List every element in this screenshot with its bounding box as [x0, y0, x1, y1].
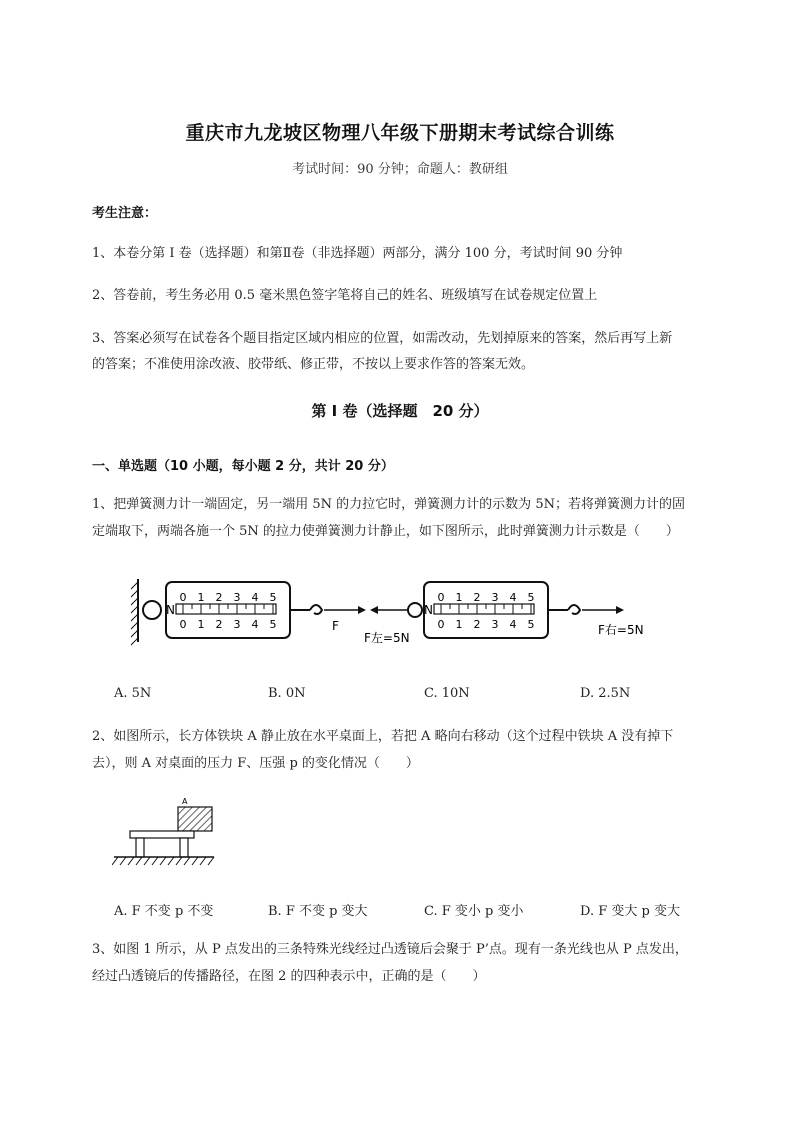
section-title: 第 I 卷（选择题 20 分） — [311, 402, 489, 420]
notice-item: 的答案；不准使用涂改液、胶带纸、修正带，不按以上要求作答的答案无效。 — [92, 357, 535, 372]
scale-tick-label: 1 — [197, 618, 205, 631]
scale-tick-label: 3 — [233, 618, 241, 631]
scale-tick-label: 4 — [251, 591, 259, 604]
question-3-line: 经过凸透镜后的传播路径，在图 2 的四种表示中，正确的是（ ） — [92, 969, 486, 984]
scale-tick-label: 4 — [509, 618, 517, 631]
scale-tick-label: 4 — [509, 591, 517, 604]
scale-n-label: N — [424, 603, 433, 617]
scale-tick-label: 3 — [233, 591, 241, 604]
scale-tick-label: 1 — [455, 618, 463, 631]
exam-info: 考试时间：90 分钟；命题人：教研组 — [292, 162, 508, 177]
notice-item: 1、本卷分第 I 卷（选择题）和第Ⅱ卷（非选择题）两部分，满分 100 分，考试时间 90 分钟 — [92, 246, 623, 261]
notice-item: 2、答卷前，考生务必用 0.5 毫米黑色签字笔将自己的姓名、班级填写在试卷规定位置上 — [92, 288, 598, 303]
scale-tick-label: 1 — [455, 591, 463, 604]
scale-tick-label: 2 — [215, 591, 223, 604]
force-left-label: F左=5N — [364, 631, 410, 645]
scale-tick-label: 0 — [179, 591, 187, 604]
option-d[interactable]: D. F 变大 p 变大 — [580, 904, 680, 919]
scale-tick-label: 0 — [437, 618, 445, 631]
scale-tick-label: 1 — [197, 591, 205, 604]
force-f-label: F — [332, 619, 339, 633]
notice-item: 3、答案必须写在试卷各个题目指定区域内相应的位置，如需改动，先划掉原来的答案，然后再写上新 — [92, 331, 673, 346]
spring-scale-figure — [128, 574, 658, 654]
question-3-line: 3、如图 1 所示，从 P 点发出的三条特殊光线经过凸透镜后会聚于 P’点。现有一条光线也从 P 点发出， — [92, 942, 688, 957]
scale-tick-label: 2 — [473, 591, 481, 604]
block-label: A — [182, 797, 188, 806]
table-block-figure — [112, 795, 222, 867]
scale-tick-label: 2 — [215, 618, 223, 631]
notice-heading: 考生注意： — [92, 206, 158, 221]
option-c[interactable]: C. 10N — [424, 686, 470, 701]
scale-tick-label: 5 — [527, 618, 535, 631]
scale-tick-label: 5 — [269, 591, 277, 604]
part-heading: 一、单选题（10 小题，每小题 2 分，共计 20 分） — [92, 459, 394, 474]
option-a[interactable]: A. F 不变 p 不变 — [114, 904, 214, 919]
scale-n-label: N — [166, 603, 175, 617]
scale-tick-label: 5 — [269, 618, 277, 631]
question-1-line: 定端取下，两端各施一个 5N 的拉力使弹簧测力计静止，如下图所示，此时弹簧测力计示数是（ ） — [92, 524, 679, 539]
scale-tick-label: 3 — [491, 618, 499, 631]
scale-tick-label: 3 — [491, 591, 499, 604]
option-a[interactable]: A. 5N — [114, 686, 152, 701]
scale-tick-label: 5 — [527, 591, 535, 604]
question-1-line: 1、把弹簧测力计一端固定，另一端用 5N 的力拉它时，弹簧测力计的示数为 5N；若将弹簧测力计的固 — [92, 497, 685, 512]
question-2-line: 2、如图所示，长方体铁块 A 静止放在水平桌面上，若把 A 略向右移动（这个过程中铁块 A 没有掉下 — [92, 729, 674, 744]
scale-tick-label: 2 — [473, 618, 481, 631]
page-title: 重庆市九龙坡区物理八年级下册期末考试综合训练 — [185, 122, 615, 144]
option-c[interactable]: C. F 变小 p 变小 — [424, 904, 524, 919]
question-2-line: 去），则 A 对桌面的压力 F、压强 p 的变化情况（ ） — [92, 756, 419, 771]
force-right-label: F右=5N — [598, 623, 644, 637]
scale-tick-label: 0 — [437, 591, 445, 604]
scale-tick-label: 0 — [179, 618, 187, 631]
option-b[interactable]: B. F 不变 p 变大 — [268, 904, 368, 919]
option-d[interactable]: D. 2.5N — [580, 686, 631, 701]
scale-tick-label: 4 — [251, 618, 259, 631]
option-b[interactable]: B. 0N — [268, 686, 306, 701]
